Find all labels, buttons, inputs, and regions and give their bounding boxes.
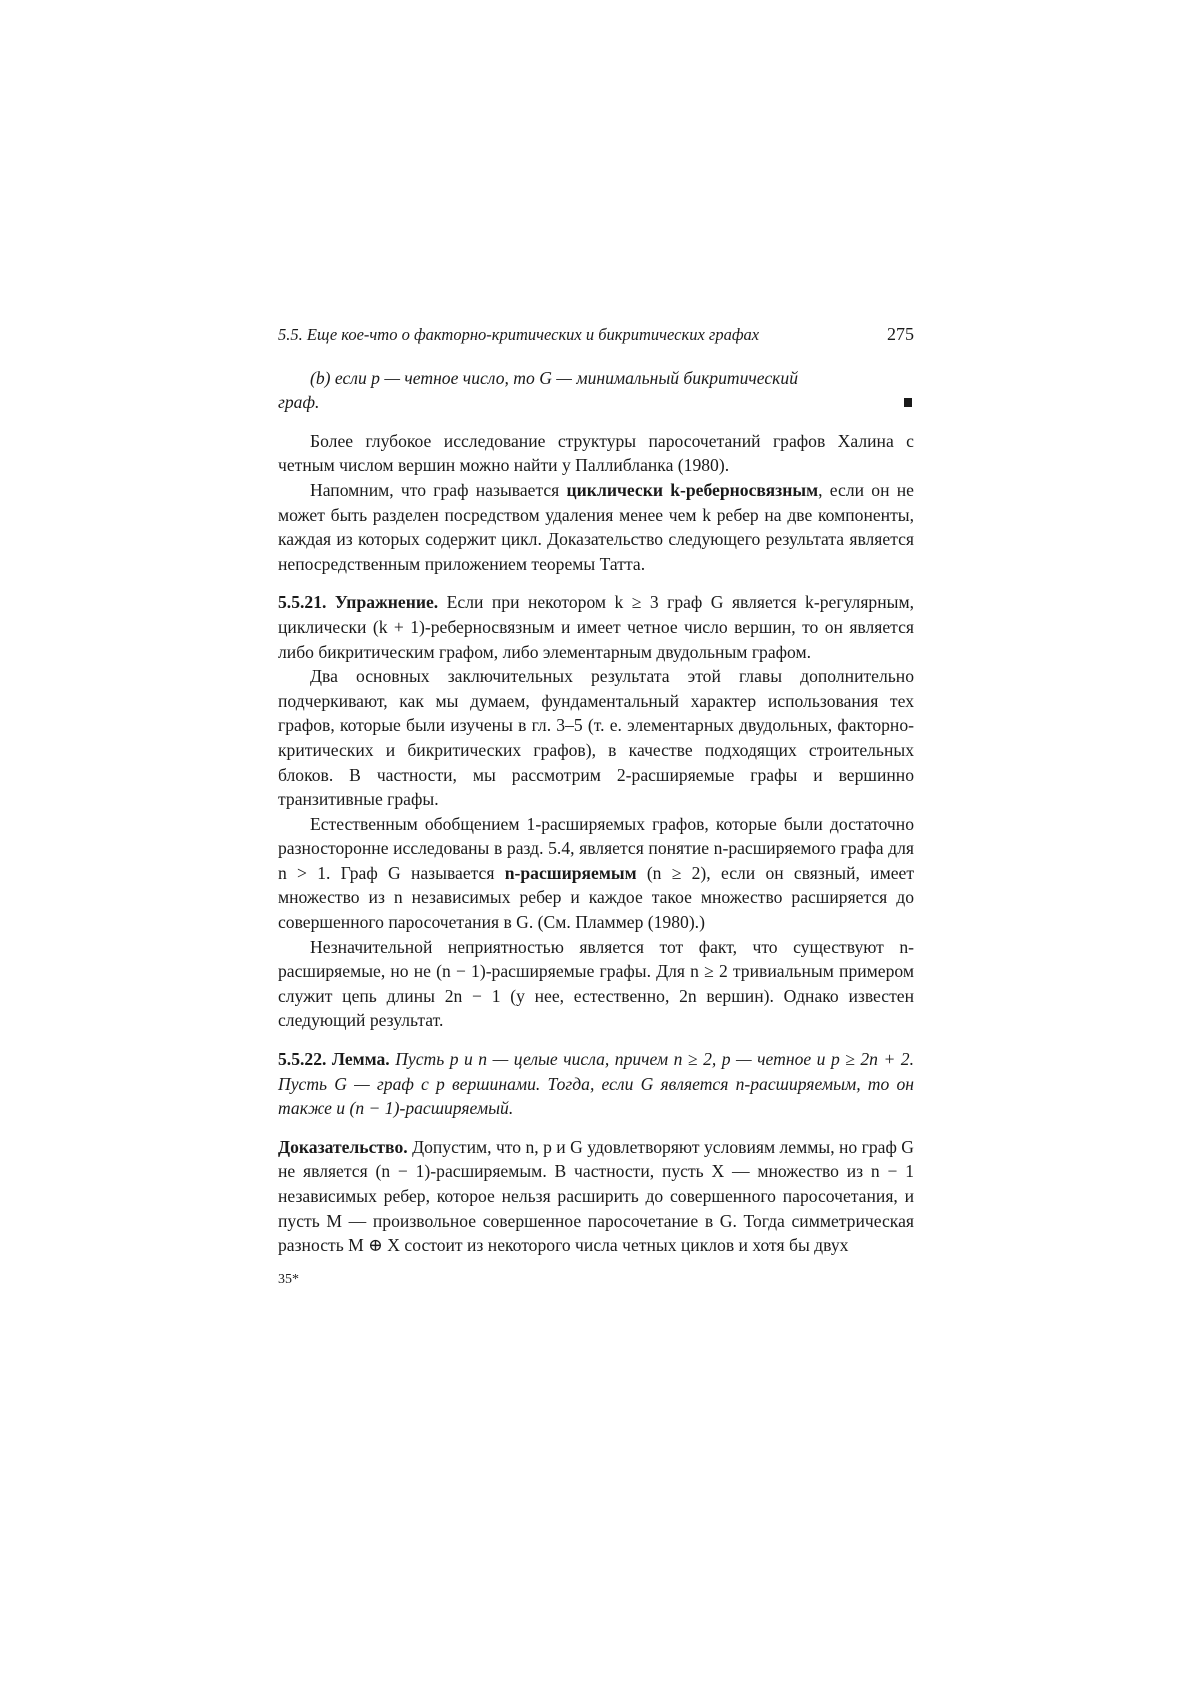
exercise-5-5-21: [278, 590, 914, 664]
paragraph-main-results: Два основных заключительных результата этой главы дополнительно подчеркивают, как мы думаем, фундаментальный характер использования тех графов, которые были изучены в гл. 3–5 (т. е. элементарных двудольных, факторно-критических и бикритических графов), в качестве подходящих строительных блоков. В частности, мы рассмотрим 2-расширяемые графы и вершинно транзитивные графы.: [278, 666, 914, 810]
paragraph-halin: Более глубокое исследование структуры паросочетаний графов Халина с четным числом вершин можно найти у Паллибланка (1980).: [278, 430, 914, 476]
paragraph-nuisance: Незначительной неприятностью является тот факт, что существуют n-расширяемые, но не (n − 1)-расширяемые графы. Для n ≥ 2 тривиальным примером служит цепь длины 2n − 1 (у нее, естественно, 2n вершин). Однако известен следующий результат.: [278, 936, 914, 1031]
qed-square-icon: [904, 398, 912, 407]
paragraph-n-extendable: [278, 812, 914, 935]
lemma-5-5-22: [278, 1047, 914, 1121]
definition-body: , если он не может быть разделен посредством удаления менее чем k ребер на две компоненты, каждая из которых содержит цикл. Доказательство следующего результата является непосредственным приложением теоремы Татта.: [278, 479, 914, 574]
defined-term-n-extendable: n-расширяемым: [504, 862, 637, 883]
running-title: 5.5. Еще кое-что о факторно-критических и бикритических графах: [278, 325, 760, 344]
exercise-label: 5.5.21. Упражнение.: [278, 592, 439, 613]
n-extendable-intro: Естественным обобщением 1-расширяемых графов, которые были достаточно разносторонне исследованы в разд. 5.4, является понятие n-расширяемого графа для n > 1. Граф G называется: [278, 813, 914, 883]
proof-label: Доказательство.: [278, 1136, 408, 1157]
lemma-label: 5.5.22. Лемма.: [278, 1049, 390, 1070]
running-header: [278, 322, 914, 348]
page-number: 275: [887, 324, 914, 344]
definition-intro: Напомним, что граф называется: [310, 479, 567, 500]
defined-term-cyclic: циклически k-реберносвязным: [566, 479, 819, 500]
item-b-end: [278, 390, 914, 415]
lemma-text: Пусть p и n — целые числа, причем n ≥ 2, p — четное и p ≥ 2n + 2. Пусть G — граф с p вершинами. Тогда, если G является n-расширяемым, то он также и (n − 1)-расширяемый.: [278, 1049, 915, 1119]
exercise-text: Если при некотором k ≥ 3 граф G является k-регулярным, циклически (k + 1)-реберносвязным и имеет четное число вершин, то он является либо бикритическим графом, либо элементарным двудольным графом.: [278, 592, 914, 662]
n-extendable-body: (n ≥ 2), если он связный, имеет множество из n независимых ребер и каждое такое множество расширяется до совершенного паросочетания в G. (См. Пламмер (1980).): [278, 862, 915, 933]
signature-mark: 35*: [278, 1271, 299, 1287]
item-b-line2: граф.: [278, 392, 320, 413]
item-b-line1: (b) если p — четное число, то G — минимальный бикритический: [310, 367, 799, 388]
proof-text: Допустим, что n, p и G удовлетворяют условиям леммы, но граф G не является (n − 1)-расширяемым. В частности, пусть X — множество из n − 1 независимых ребер, которое нельзя расширить до совершенного паросочетания, и пусть M — произвольное совершенное паросочетание в G. Тогда симметрическая разность M ⊕ X состоит из некоторого числа четных циклов и хотя бы двух: [278, 1136, 914, 1256]
proof: [278, 1135, 914, 1258]
paragraph-definition: [278, 478, 914, 576]
book-page: [278, 322, 914, 1292]
